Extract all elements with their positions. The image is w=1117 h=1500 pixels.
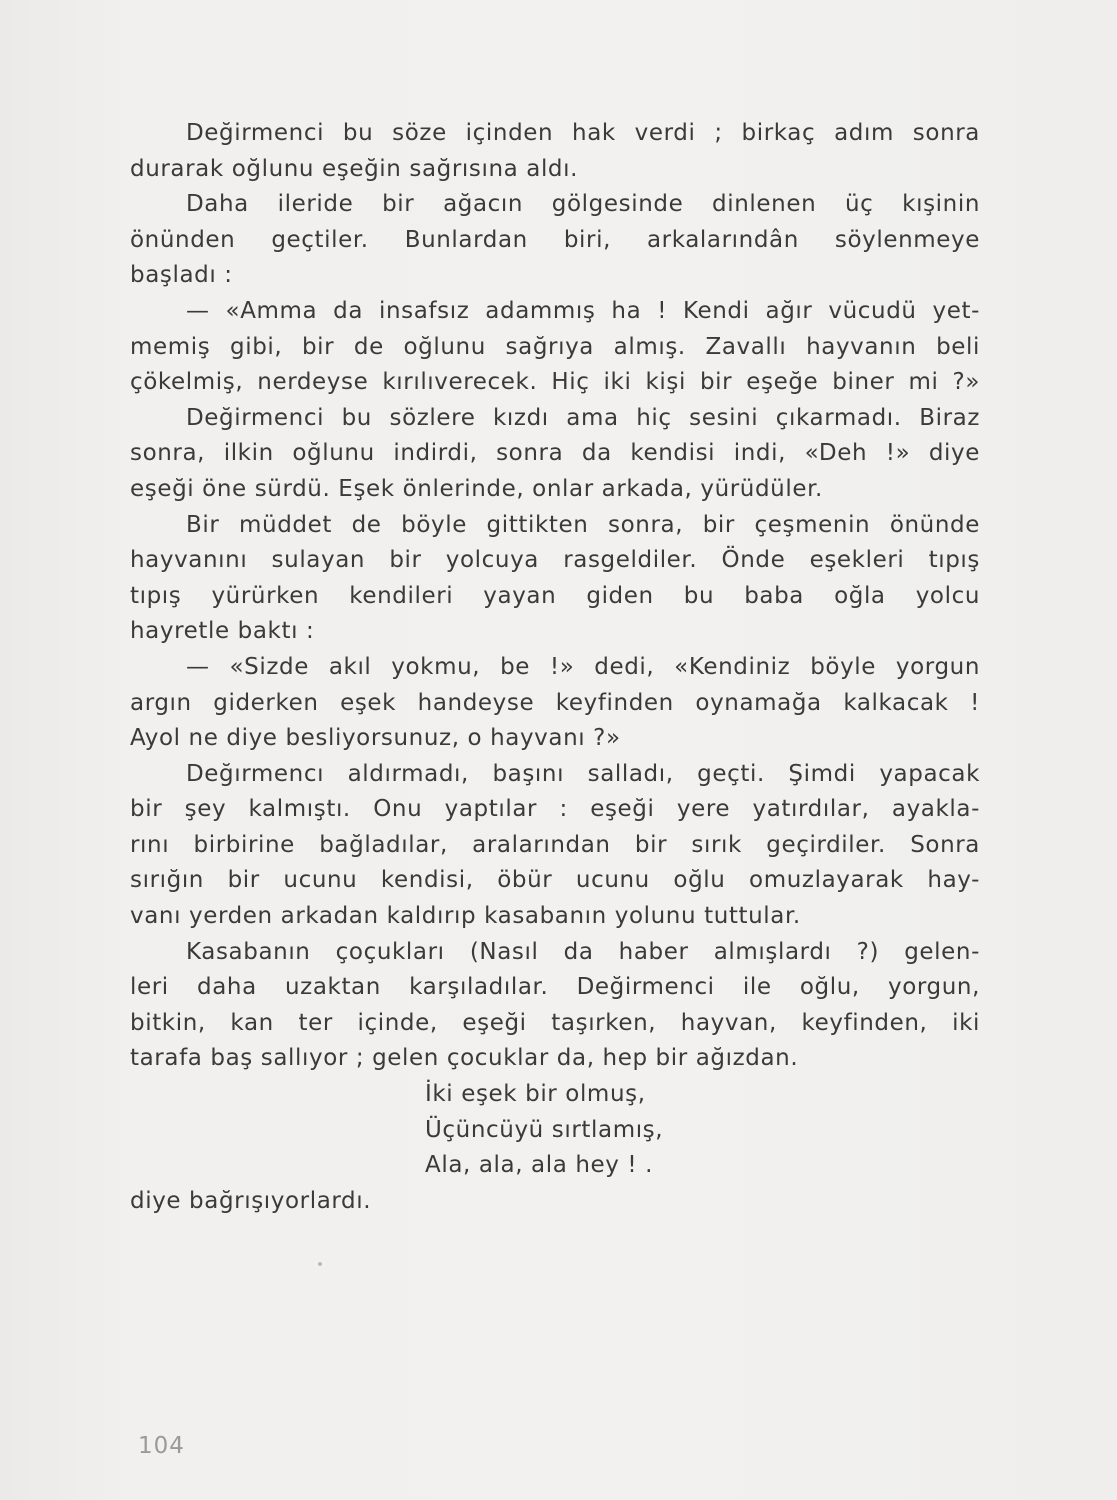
text-line: sırığın bir ucunu kendisi, öbür ucunu oğlu omuzlayarak hay- xyxy=(130,867,980,894)
text-line: hayvanını sulayan bir yolcuya rasgeldiler. Önde eşekleri tıpış xyxy=(130,547,980,574)
text-line: Bir müddet de böyle gittikten sonra, bir çeşmenin önünde xyxy=(186,511,980,538)
text-line: çökelmiş, nerdeyse kırılıverecek. Hiç iki kişi bir eşeğe biner mi ?» xyxy=(130,369,980,396)
body-text xyxy=(130,116,980,1219)
text-line: Değirmenci bu söze içinden hak verdi ; birkaç adım sonra xyxy=(186,120,980,146)
text-line: başladı : xyxy=(130,262,233,289)
text-line: argın giderken eşek handeyse keyfinden oynamağa kalkacak ! xyxy=(130,689,980,716)
text-line: hayretle baktı : xyxy=(130,618,315,645)
text-line: eşeği öne sürdü. Eşek önlerinde, onlar arkada, yürüdüler. xyxy=(130,475,823,502)
text-line: bitkin, kan ter içinde, eşeği taşırken, hayvan, keyfinden, iki xyxy=(130,1009,980,1036)
text-line: Daha ileride bir ağacın gölgesinde dinlenen üç kışinin xyxy=(186,191,980,218)
poem-line: Ala, ala, ala hey ! . xyxy=(425,1152,654,1179)
text-line: — «Amma da insafsız adammış ha ! Kendi ağır vücudü yet- xyxy=(186,297,980,324)
text-line: Kasabanın çoçukları (Nasıl da haber almışlardı ?) gelen- xyxy=(186,938,980,965)
text-line: memiş gibi, bir de oğlunu sağrıya almış. Zavallı hayvanın beli xyxy=(130,333,980,360)
text-line: diye bağrışıyorlardı. xyxy=(130,1187,372,1214)
poem-line: Üçüncüyü sırtlamış, xyxy=(425,1116,664,1143)
poem-line: İki eşek bir olmuş, xyxy=(425,1081,646,1108)
text-line: durarak oğlunu eşeğin sağrısına aldı. xyxy=(130,155,579,182)
text-line: rını birbirine bağladılar, aralarından bir sırık geçirdiler. Sonra xyxy=(130,831,980,858)
text-line: bir şey kalmıştı. Onu yaptılar : eşeği yere yatırdılar, ayakla- xyxy=(130,796,980,823)
text-line: Değirmenci bu sözlere kızdı ama hiç sesini çıkarmadı. Biraz xyxy=(186,404,980,431)
text-line: sonra, ilkin oğlunu indirdi, sonra da kendisi indi, «Deh !» diye xyxy=(130,440,980,467)
page-number: 104 xyxy=(138,1433,185,1459)
ink-speck xyxy=(318,1262,322,1266)
text-line: Değırmencı aldırmadı, başını salladı, geçti. Şimdi yapacak xyxy=(186,760,980,787)
text-line: leri daha uzaktan karşıladılar. Değirmenci ile oğlu, yorgun, xyxy=(130,974,980,1001)
text-line: Ayol ne diye besliyorsunuz, o hayvanı ?» xyxy=(130,725,621,752)
text-line: önünden geçtiler. Bunlardan biri, arkalarındân söylenmeye xyxy=(130,226,980,253)
text-line: — «Sizde akıl yokmu, be !» dedi, «Kendiniz böyle yorgun xyxy=(186,653,980,680)
text-line: tıpış yürürken kendileri yayan giden bu baba oğla yolcu xyxy=(130,582,980,609)
text-line: tarafa baş sallıyor ; gelen çocuklar da, hep bir ağızdan. xyxy=(130,1045,799,1072)
text-line: vanı yerden arkadan kaldırıp kasabanın yolunu tuttular. xyxy=(130,903,801,930)
